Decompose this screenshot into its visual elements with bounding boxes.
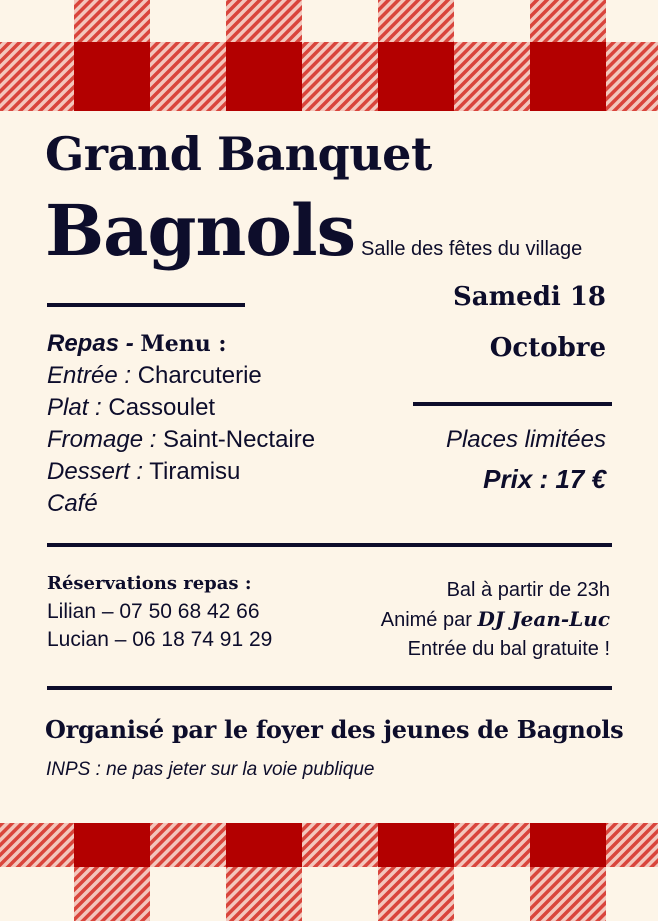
divider-bottom xyxy=(47,686,612,690)
menu-item-entree xyxy=(47,360,315,392)
reservations-heading: Réservations repas : xyxy=(47,573,252,594)
bal-block xyxy=(381,576,610,664)
inps-notice: INPS : ne pas jeter sur la voie publique xyxy=(46,759,375,780)
menu-heading xyxy=(47,328,315,360)
menu-item-label: Café xyxy=(47,490,98,517)
reservations-block xyxy=(47,570,272,654)
contact-lilian: Lilian – 07 50 68 42 66 xyxy=(47,600,260,623)
divider-date xyxy=(413,402,612,406)
menu-heading-repas: Repas - xyxy=(47,330,141,357)
menu-item-value: Saint-Nectaire xyxy=(156,426,316,453)
menu-item-value: Charcuterie xyxy=(131,362,262,389)
bal-dj-line xyxy=(381,605,610,635)
price-text: Prix : 17 € xyxy=(483,464,606,494)
title-line-1: Grand Banquet xyxy=(45,127,432,181)
menu-item-value: Tiramisu xyxy=(143,458,241,485)
date-line-2: Octobre xyxy=(489,333,606,363)
contact-lucian: Lucian – 06 18 74 91 29 xyxy=(47,628,273,651)
places-limitees: Places limitées xyxy=(445,426,606,453)
menu-item-label: Entrée : xyxy=(47,362,132,389)
menu-item-dessert xyxy=(47,456,315,488)
menu-item-label: Plat : xyxy=(47,394,102,421)
menu-item-fromage xyxy=(47,424,315,456)
bal-time: Bal à partir de 23h xyxy=(446,579,610,601)
menu-heading-menu: Menu : xyxy=(140,331,227,357)
bal-dj-prefix: Animé par xyxy=(380,609,478,631)
bal-free-entry: Entrée du bal gratuite ! xyxy=(407,638,610,660)
venue-text: Salle des fêtes du village xyxy=(361,238,583,260)
menu-item-value: Cassoulet xyxy=(101,394,216,421)
menu-item-plat xyxy=(47,392,315,424)
divider-middle xyxy=(47,543,612,547)
title-line-2: Bagnols xyxy=(45,189,356,272)
menu-item-cafe xyxy=(47,488,315,520)
date-line-1: Samedi 18 xyxy=(453,282,606,312)
organizer-text: Organisé par le foyer des jeunes de Bagnols xyxy=(45,715,624,744)
divider-title xyxy=(47,303,245,307)
menu-item-label: Dessert : xyxy=(47,458,144,485)
menu-block xyxy=(47,328,315,520)
menu-item-label: Fromage : xyxy=(47,426,157,453)
bal-dj-name: DJ Jean-Luc xyxy=(477,607,610,631)
